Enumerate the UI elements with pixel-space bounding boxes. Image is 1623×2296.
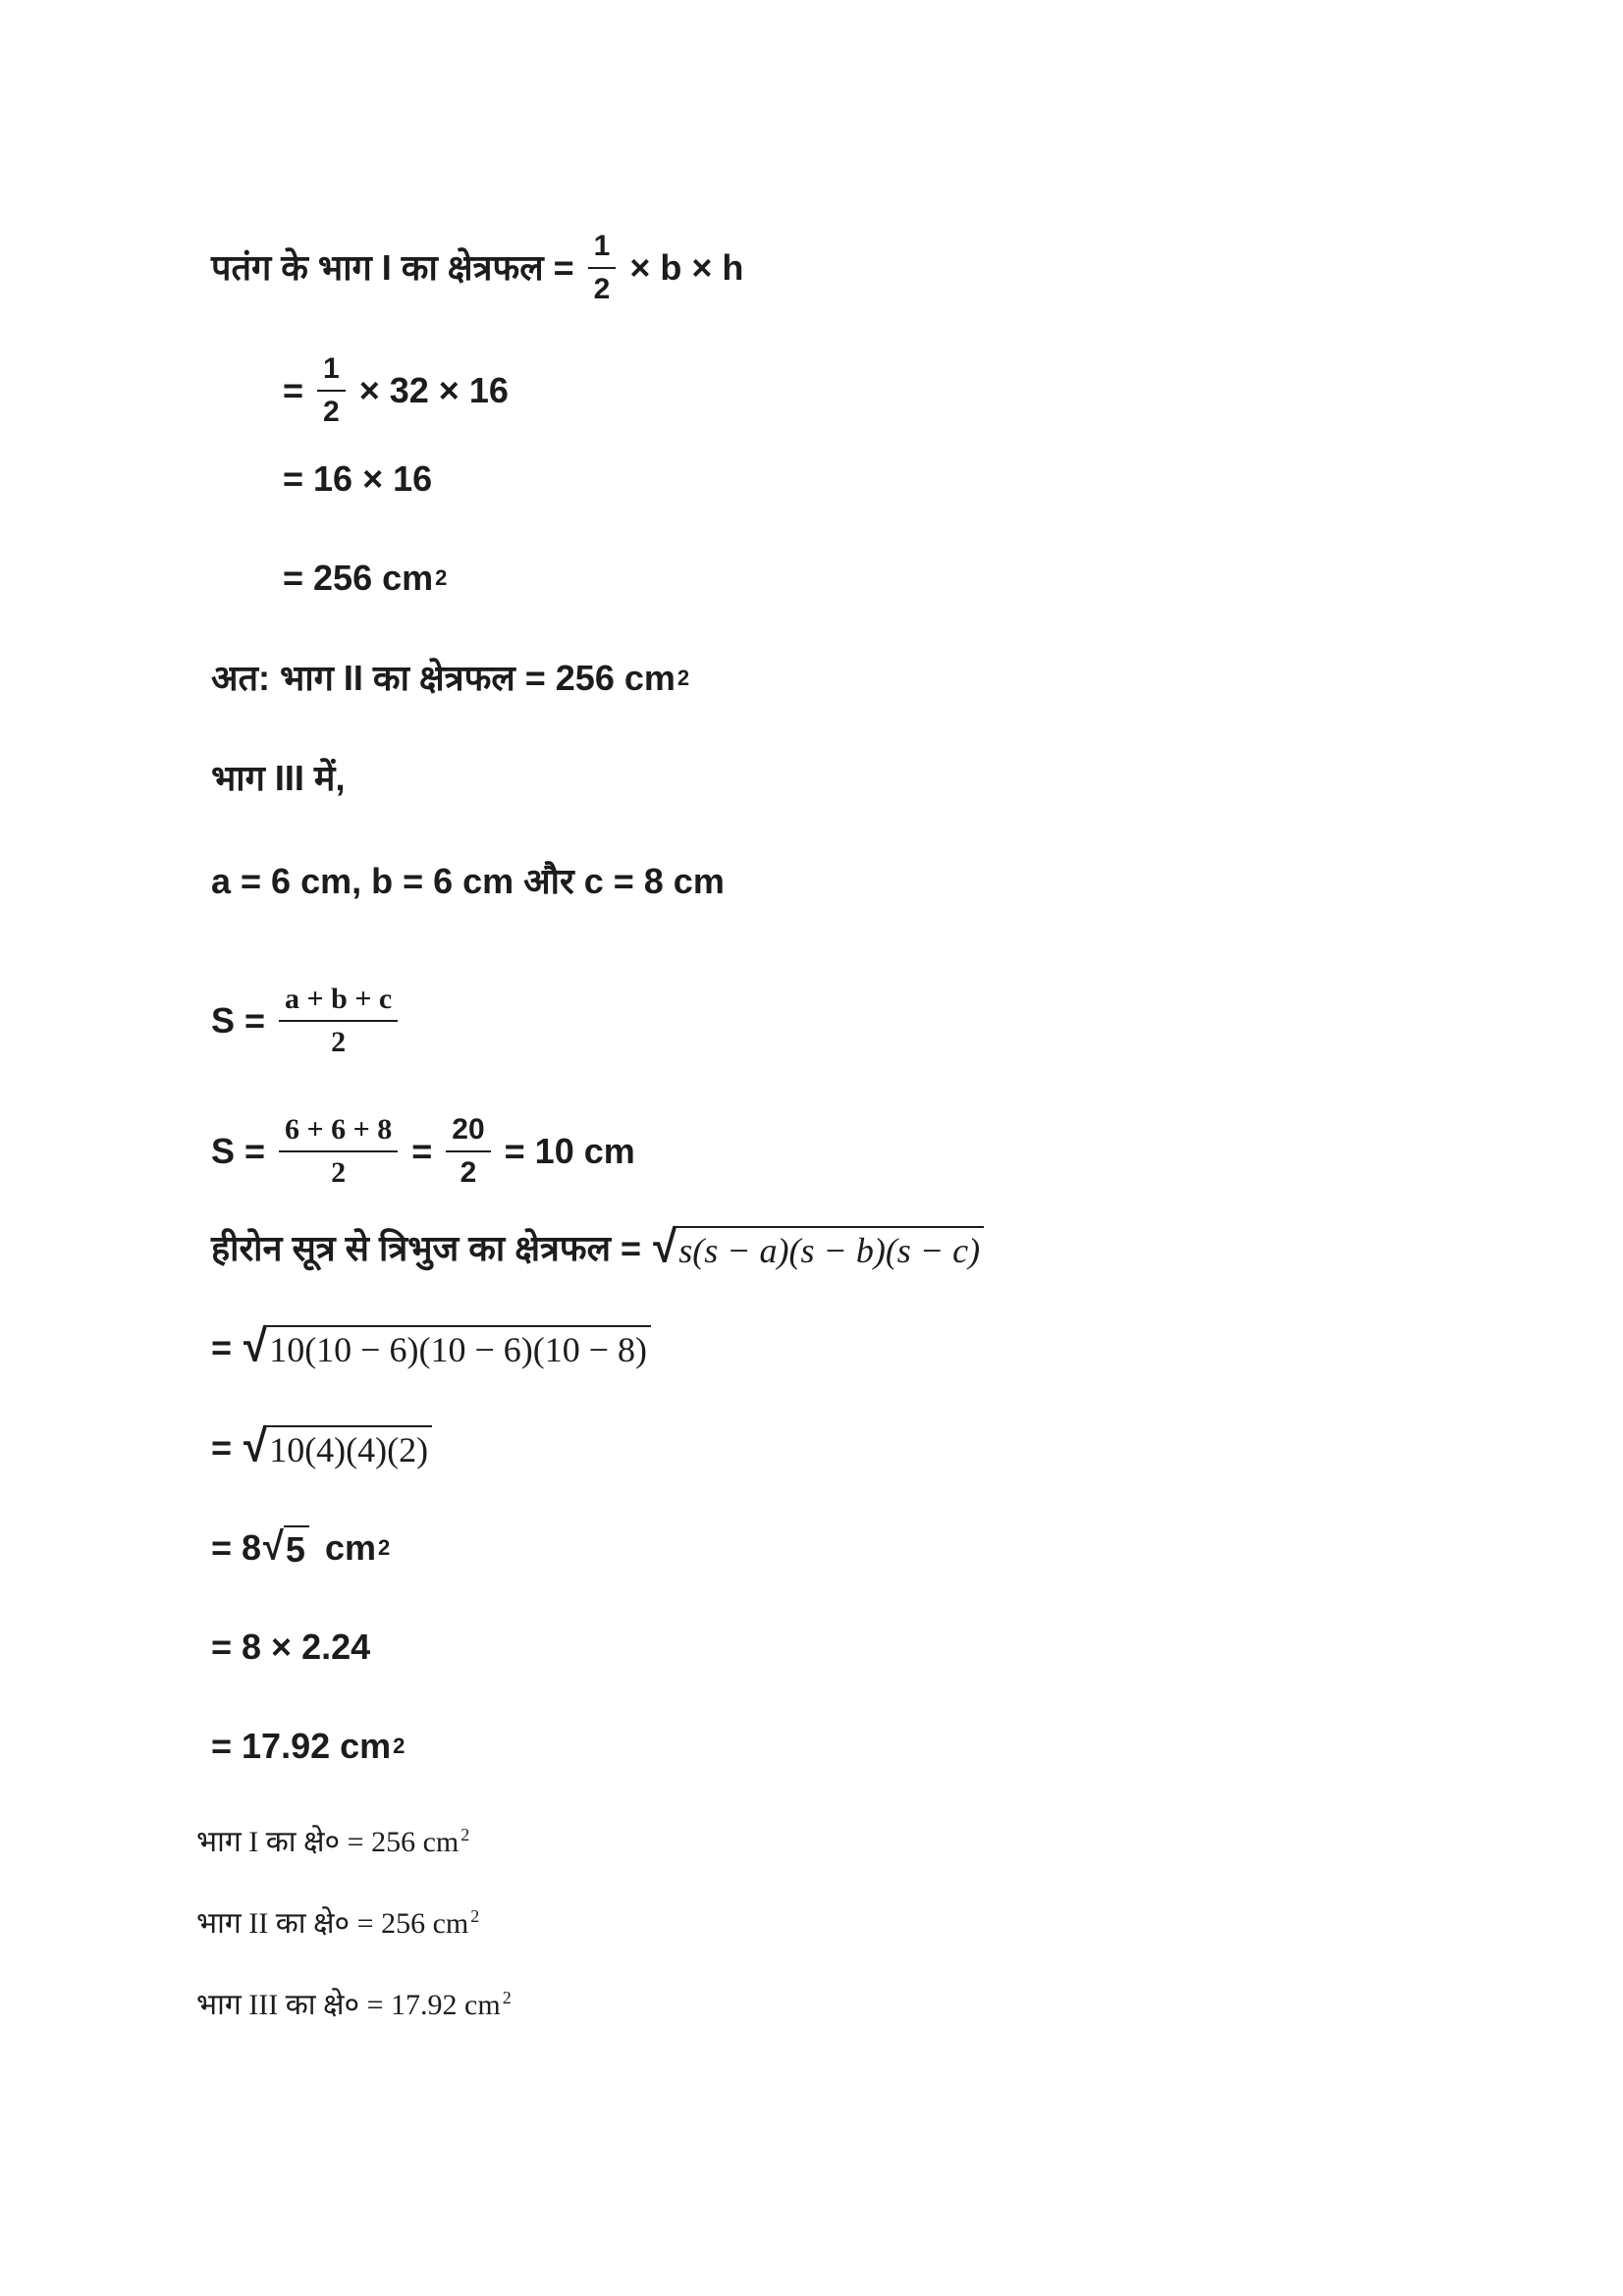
- square-root: [263, 1525, 309, 1571]
- radicand: 5: [284, 1525, 309, 1571]
- step-256: = 256 cm 2: [283, 558, 448, 598]
- fraction-numerator: 20: [452, 1113, 485, 1146]
- sides-text: a = 6 cm, b = 6 cm और c = 8 cm: [211, 861, 725, 901]
- equals-sign: =: [211, 1327, 233, 1367]
- unit: cm: [324, 1527, 376, 1568]
- equals-sign: =: [211, 1427, 233, 1468]
- fraction-numerator: a + b + c: [285, 983, 393, 1015]
- decimal-step: [211, 1626, 370, 1669]
- semi-perimeter-value: [211, 1109, 635, 1194]
- step-text: = 8 × 2.24: [211, 1627, 371, 1667]
- area-part2: अत: भाग II का क्षेत्रफल = 256 cm 2: [211, 658, 690, 698]
- radical-sign: √: [243, 1420, 268, 1472]
- product-values: × 32 × 16: [358, 370, 509, 410]
- radical-sign: √: [653, 1221, 677, 1273]
- heron-formula: [211, 1221, 984, 1273]
- radical-sign: √: [243, 1320, 268, 1372]
- square-root: [243, 1320, 651, 1372]
- step-text: = 16 × 16: [283, 458, 433, 499]
- fraction-numerator: 1: [323, 352, 340, 385]
- summary-part2: [196, 1906, 479, 1942]
- half-fraction: [317, 348, 346, 433]
- fraction-denominator: 2: [323, 396, 340, 428]
- summary-part3: [196, 1988, 512, 2023]
- coefficient: = 8: [211, 1527, 262, 1568]
- s-lhs: S =: [211, 1131, 266, 1171]
- step-text: = 256 cm: [283, 558, 434, 598]
- fraction-denominator: 2: [593, 273, 611, 305]
- twenty-over-two-fraction: [446, 1109, 490, 1194]
- heron-label: हीरोन सूत्र से त्रिभुज का क्षेत्रफल =: [211, 1228, 642, 1268]
- exponent: 2: [460, 1825, 470, 1844]
- radicand: s(s − a)(s − b)(s − c): [676, 1226, 984, 1271]
- summary-text: भाग II का क्षे० = 256 cm: [196, 1907, 469, 1940]
- heron-result-radical: = 8 √ 5 cm 2: [211, 1525, 390, 1571]
- s-result: = 10 cm: [504, 1131, 635, 1171]
- area-part2-text: अत: भाग II का क्षेत्रफल = 256 cm: [211, 658, 676, 698]
- exponent: 2: [470, 1906, 480, 1926]
- square-root: [243, 1420, 432, 1472]
- semi-perimeter-fraction: [279, 979, 398, 1063]
- semi-perimeter-formula: [211, 979, 411, 1063]
- equals-sign: =: [283, 370, 304, 410]
- step-half-product: [283, 348, 509, 433]
- square-root: [653, 1221, 984, 1273]
- fraction-numerator: 6 + 6 + 8: [285, 1113, 393, 1146]
- summary-part1: [196, 1825, 469, 1860]
- part3-heading-text: भाग III में,: [211, 758, 346, 798]
- fraction-denominator: 2: [331, 1156, 347, 1189]
- s-lhs: S =: [211, 1000, 266, 1041]
- part3-area-result: = 17.92 cm 2: [211, 1726, 406, 1766]
- step-text: = 17.92 cm: [211, 1726, 392, 1766]
- equals-sign: =: [411, 1131, 433, 1171]
- area-part1-label: पतंग के भाग I का क्षेत्रफल =: [211, 247, 574, 288]
- half-fraction: [588, 226, 617, 310]
- fraction-denominator: 2: [331, 1026, 347, 1058]
- radicand: 10(4)(4)(2): [267, 1425, 432, 1470]
- heron-simplified: [211, 1420, 432, 1472]
- part3-heading: [211, 757, 345, 800]
- sum-fraction: [279, 1109, 398, 1194]
- area-part1-formula: [211, 226, 743, 310]
- heron-substitution: [211, 1320, 651, 1372]
- formula-rest: × b × h: [629, 247, 744, 288]
- radical-sign: √: [263, 1524, 284, 1569]
- radicand: 10(10 − 6)(10 − 6)(10 − 8): [267, 1325, 651, 1370]
- sides-values: [211, 860, 725, 903]
- step-16x16: [283, 457, 432, 501]
- summary-text: भाग III का क्षे० = 17.92 cm: [196, 1989, 501, 2021]
- summary-text: भाग I का क्षे० = 256 cm: [196, 1826, 460, 1858]
- exponent: 2: [502, 1988, 512, 2007]
- fraction-denominator: 2: [460, 1156, 477, 1189]
- fraction-numerator: 1: [593, 230, 611, 262]
